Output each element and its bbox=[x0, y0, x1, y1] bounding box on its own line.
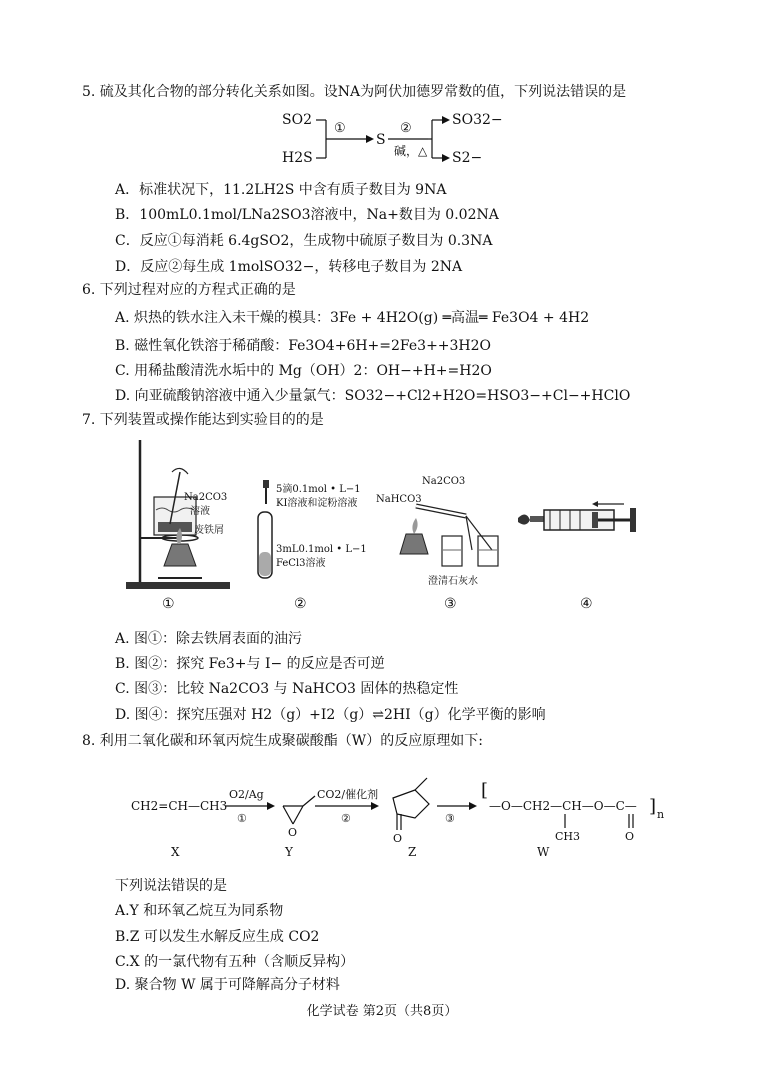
q5-step2: ② bbox=[400, 121, 412, 136]
fig2-label-fecl3: FeCl3溶液 bbox=[276, 558, 326, 569]
q8-w-main: —O—CH2—CH—O—C— bbox=[489, 799, 637, 813]
q7-figure-3 bbox=[372, 470, 512, 612]
q7-option-d: D. 图④：探究压强对 H2（g）+I2（g）⇌2HI（g）化学平衡的影响 bbox=[115, 707, 546, 723]
q5-option-d: D．反应②每生成 1molSO32−，转移电子数目为 2NA bbox=[115, 259, 463, 275]
q5-cond2: 碱，△ bbox=[394, 144, 428, 158]
q5-s2: S2− bbox=[452, 150, 483, 166]
q8-step1: ① bbox=[237, 812, 247, 825]
page-footer: 化学试卷 第2页（共8页） bbox=[306, 1004, 458, 1019]
q5-s: S bbox=[376, 132, 386, 148]
q8-reagent1: O2/Ag bbox=[229, 788, 264, 801]
fig3-label-nahco3: NaHCO3 bbox=[376, 494, 422, 505]
q8-option-a: A.Y 和环氧乙烷互为同系物 bbox=[115, 903, 284, 919]
q5-so2: SO2 bbox=[282, 112, 312, 128]
q8-substem: 下列说法错误的是 bbox=[115, 878, 227, 894]
q8-stem: 8. 利用二氧化碳和环氧丙烷生成聚碳酸酯（W）的反应原理如下: bbox=[82, 733, 483, 749]
fig1-label-na2co3: Na2CO3 bbox=[184, 492, 228, 503]
fig1-label-solution: 溶液 bbox=[190, 506, 210, 517]
fig2-number: ② bbox=[294, 596, 307, 612]
q5-option-c: C．反应①每消耗 6.4gSO2，生成物中硫原子数目为 0.3NA bbox=[115, 233, 493, 249]
fig3-number: ③ bbox=[444, 596, 457, 612]
q7-stem: 7. 下列装置或操作能达到实验目的的是 bbox=[82, 412, 324, 428]
q5-option-b: B．100mL0.1mol/LNa2SO3溶液中，Na+数目为 0.02NA bbox=[115, 207, 499, 223]
q5-option-a: A．标准状况下，11.2LH2S 中含有质子数目为 9NA bbox=[115, 182, 447, 198]
svg-text:]: ] bbox=[649, 796, 657, 817]
q8-reaction-scheme bbox=[125, 760, 725, 860]
q7-figure-1 bbox=[118, 432, 238, 612]
fig2-label-volume: 3mL0.1mol • L−1 bbox=[276, 544, 367, 555]
q5-so3: SO32− bbox=[452, 112, 503, 128]
q8-label-w: W bbox=[537, 845, 550, 859]
q6-option-a: A. 炽热的铁水注入未干燥的模具：3Fe + 4H2O(g) ═高温═ Fe3O4 + 4H2 bbox=[115, 310, 590, 326]
q5-stem: 5. 硫及其化合物的部分转化关系如图。设NA为阿伏加德罗常数的值，下列说法错误的是 bbox=[82, 84, 627, 100]
q6-stem: 6. 下列过程对应的方程式正确的是 bbox=[82, 282, 296, 298]
q8-option-d: D. 聚合物 W 属于可降解高分子材料 bbox=[115, 977, 340, 993]
q7-figure-4 bbox=[514, 500, 654, 612]
q7-option-a: A. 图①：除去铁屑表面的油污 bbox=[115, 631, 303, 647]
q8-option-b: B.Z 可以发生水解反应生成 CO2 bbox=[115, 929, 320, 945]
q8-label-x: X bbox=[171, 845, 180, 859]
svg-text:[: [ bbox=[481, 780, 489, 801]
fig3-label-limewater: 澄清石灰水 bbox=[428, 576, 478, 587]
svg-text:O: O bbox=[393, 832, 403, 845]
q8-x-formula: CH2=CH—CH3 bbox=[131, 799, 228, 813]
fig1-label-iron: 废铁屑 bbox=[194, 525, 224, 536]
svg-text:O: O bbox=[288, 826, 298, 839]
q5-h2s: H2S bbox=[282, 150, 313, 166]
q6-option-d: D. 向亚硫酸钠溶液中通入少量氯气：SO32−+Cl2+H2O=HSO3−+Cl−+HClO bbox=[115, 388, 631, 404]
fig2-label-ki: KI溶液和淀粉溶液 bbox=[276, 498, 358, 509]
q8-step2: ② bbox=[341, 812, 351, 825]
q8-label-y: Y bbox=[285, 845, 293, 859]
q8-option-c: C.X 的一氯代物有五种（含顺反异构） bbox=[115, 954, 355, 970]
q7-option-c: C. 图③：比较 Na2CO3 与 NaHCO3 固体的热稳定性 bbox=[115, 681, 459, 697]
q8-label-z: Z bbox=[408, 845, 417, 859]
svg-text:O: O bbox=[625, 830, 635, 843]
q7-figure-2 bbox=[252, 478, 392, 612]
fig3-label-na2co3: Na2CO3 bbox=[422, 476, 466, 487]
q6-option-c: C. 用稀盐酸清洗水垢中的 Mg（OH）2：OH−+H+=H2O bbox=[115, 363, 492, 379]
fig1-number: ① bbox=[162, 596, 175, 612]
q8-step3: ③ bbox=[445, 812, 455, 825]
q8-w-n: n bbox=[657, 808, 665, 821]
q8-reagent2: CO2/催化剂 bbox=[317, 788, 379, 801]
q7-option-b: B. 图②：探究 Fe3+与 I− 的反应是否可逆 bbox=[115, 656, 385, 672]
q6-option-b: B. 磁性氧化铁溶于稀硝酸：Fe3O4+6H+=2Fe3++3H2O bbox=[115, 338, 492, 354]
fig2-label-drops: 5滴0.1mol • L−1 bbox=[276, 484, 361, 495]
q5-step1: ① bbox=[334, 121, 346, 136]
fig4-number: ④ bbox=[580, 596, 593, 612]
q8-w-sub: CH3 bbox=[555, 830, 581, 843]
q5-sulfur-scheme bbox=[270, 106, 510, 170]
